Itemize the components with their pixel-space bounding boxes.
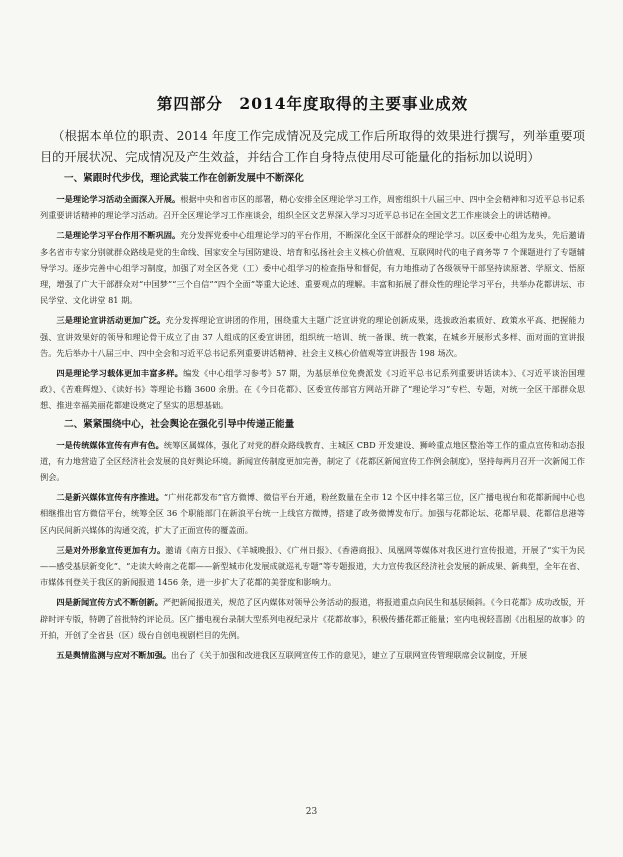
paragraph [40,594,585,643]
paragraph-lead: 四是理论学习载体更加丰富多样。 [56,368,184,379]
paragraph [40,312,585,361]
paragraph-text: 出台了《关于加强和改进我区互联网宣传工作的意见》，建立了互联网宣传管理联席会议制度，开展 [171,650,528,661]
paragraph-lead: 一是理论学习活动全面深入开展。 [56,194,181,204]
paragraph [40,542,585,591]
paragraph-lead: 三是理论宣讲活动更加广泛。 [56,315,166,326]
paragraph [40,365,585,414]
paragraph-text: 统筹区属媒体，强化了对党的群众路线教育、主城区 CBD 开发建设、狮岭重点地区整治等工作的重点宣传和动态报道，有力地营造了全区经济社会发展的良好舆论环境。新闻宣传制度更加完善，制定了《花都区新闻宣传工作例会制度》，坚持每两月召开一次新闻工作例会。 [40,439,585,483]
paragraph-text: 充分发挥党委中心组理论学习的平台作用，不断深化全区干部群众的理论学习。以区委中心组为龙头，先后邀请多名省市专家分别就群众路线是党的生命线、国家安全与国防建设、培育和弘扬社会主义核心价值观、互联网时代的电子商务等 7 个课题进行了专题辅导学习。逐步完善中心组学习制度，加强了对全区各党（工）委中心组学习的检查指导和督促，有力地推动了各级领导干部坚持读原著、学原文、悟原理，增强了广大干部群众对“中国梦”“三个自信”“四个全面”等重大论述、重要观点的理解。丰富和拓展了群众性的理论学习平台，共举办花都讲坛、市民学堂、文化讲堂 81 期。 [40,230,585,306]
paragraph-text: “广州花都发布”官方微博、微信平台开通，粉丝数量在全市 12 个区中排名第三位，区广播电视台和花都新闻中心也相继推出官方微信平台，统筹全区 36 个职能部门在新浪平台统一上线官方微博，搭建了政务微博发布厅。加强与花都论坛、花都早晨、花都信息港等区内民间新兴媒体的沟通交流，扩大了正面宣传的覆盖面。 [40,492,585,535]
paragraph [40,227,585,308]
section-heading: 一、紧跟时代步伐，理论武装工作在创新发展中不断深化 [64,173,304,184]
paragraph [40,489,585,538]
paragraph-text: 编发《中心组学习参考》57 期，为基层单位免费派发《习近平总书记系列重要讲话读本》、《习近平谈治国理政》、《苦难辉煌》、《读好书》等理论书籍 3600 余册。在《今日花都》、区委宣传部官方网站开辟了“理论学习”专栏、专题，对统一全区干部群众思想、推进幸福美丽花都建设奠定了坚实的思想基础。 [40,368,585,411]
page-subtitle: （根据本单位的职责、2014 年度工作完成情况及完成工作后所取得的效果进行撰写，列举重要项目的开展状况、完成情况及产生效益，并结合工作自身特点使用尽可能量化的指标加以说明） [40,129,585,164]
paragraph [40,437,585,486]
paragraph-text: 充分发挥理论宣讲团的作用，围绕重大主题广泛宣讲党的理论创新成果，选拔政治素质好、政策水平高、把握能力强、宣讲效果好的领导和理论骨干成立了由 37 人组成的区委宣讲团，组织统一培训、统一备课、统一教案，在城乡开展形式多样、面对面的宣讲报告。先后举办十八届三中、四中全会和习近平总书记系列重要讲话精神、社会主义核心价值观等宣讲报告 198 场次。 [40,315,585,358]
paragraph-text: 严把新闻报道关，规范了区内媒体对领导公务活动的报道，将报道重点向民生和基层倾斜。《今日花都》成功改版，开辟时评专版，特聘了首批特约评论员。区广播电视台录制大型系列电视纪录片《花都故事》，积极传播花都正能量；室内电视轻喜剧《出租屋的故事》的开拍，开创了全省县（区）级台自创电视剧栏目的先例。 [40,597,585,640]
page-title: 第四部分 2014年度取得的主要事业成效 [156,94,469,113]
section-2 [40,418,585,664]
paragraph-lead: 二是新兴媒体宣传有序推进。 [56,492,164,503]
paragraph-lead: 五是舆情监测与应对不断加强。 [56,650,172,661]
paragraph-lead: 四是新闻宣传方式不断创新。 [56,597,163,608]
section-1 [40,172,585,414]
paragraph [40,647,585,663]
section-heading: 二、紧紧围绕中心，社会舆论在强化引导中传递正能量 [64,418,295,430]
paragraph-text: 根据中央和省市区的部署，精心安排全区理论学习工作，周密组织十八届三中、四中全会精神和习近平总书记系列重要讲话精神的理论学习活动。召开全区理论学习工作座谈会，组织全区文艺界深入学习习近平总书记在全国文艺工作座谈会上的讲话精神。 [40,194,585,221]
paragraph [40,191,585,223]
paragraph-lead: 二是理论学习平台作用不断巩固。 [56,230,181,241]
paragraph-lead: 三是对外形象宣传更加有力。 [56,544,166,555]
paragraph-text: 邀请《南方日报》、《羊城晚报》、《广州日报》、《香港商报》、凤凰网等媒体对我区进行宣传报道，开展了“实干为民——感受基层新变化”、“走读大岭南之花都——新型城市化发展成就巡礼专题”等专题报道，大力宣传我区经济社会发展的新成果、新典型，全年在省、市媒体刊登关于我区的新闻报道 1456 条，进一步扩大了花都的美誉度和影响力。 [40,544,585,588]
page-number: 23 [305,807,318,817]
paragraph-lead: 一是传统媒体宣传有声有色。 [56,439,164,450]
